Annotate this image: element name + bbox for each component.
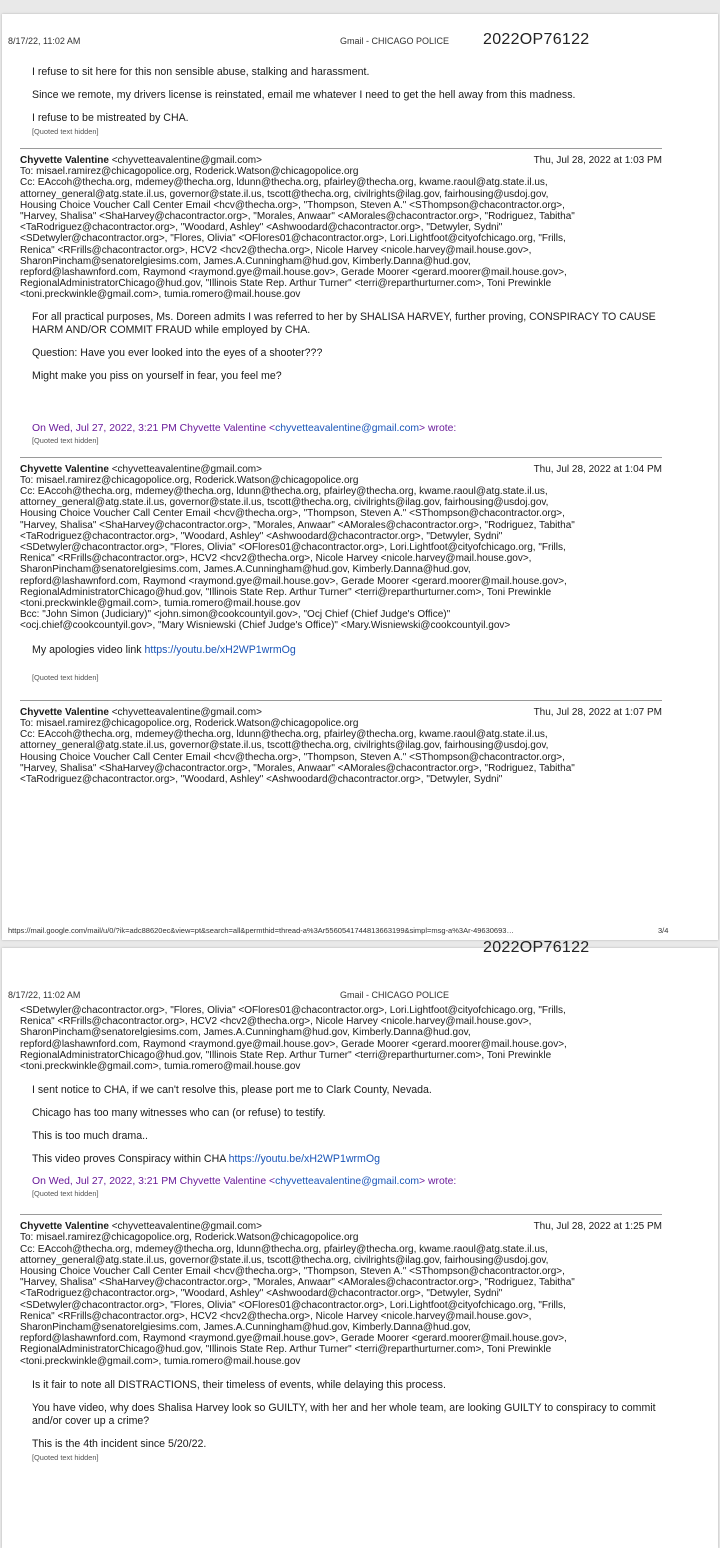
case-number-stamp: 2022OP76122 (483, 31, 590, 48)
recipient-line: Bcc: "John Simon (Judiciary)" <john.simon@cookcountyil.gov>, "Ocj Chief (Chief Judge's Office)" (20, 609, 451, 621)
sender-email[interactable]: <chyvetteavalentine@gmail.com> (111, 706, 262, 718)
print-page-2 (2, 939, 718, 1548)
body-paragraph: This is the 4th incident since 5/20/22. (32, 1437, 207, 1450)
recipient-line: Housing Choice Voucher Call Center Email <hcv@thecha.org>, "Thompson, Steven A." <SThompson@chacontractor.org>, (20, 199, 565, 211)
recipient-line: "Harvey, Shalisa" <ShaHarvey@chacontractor.org>, "Morales, Anwaar" <AMorales@chacontractor.org>, "Rodriguez, Tabitha" (20, 1277, 575, 1289)
intro-paragraph: Since we remote, my drivers license is reinstated, email me whatever I need to get the hell away from this madness. (32, 89, 576, 101)
thread-content (20, 1005, 662, 1474)
thread-content (20, 66, 662, 785)
recipient-line: attorney_general@atg.state.il.us, governor@state.il.us, tscott@thecha.org, civilrights@ilag.gov, fairhousing@usdoj.gov, (20, 1254, 549, 1266)
recipient-line: attorney_general@atg.state.il.us, governor@state.il.us, tscott@thecha.org, civilrights@ilag.gov, fairhousing@usdoj.gov, (20, 497, 549, 509)
from-row (20, 464, 662, 475)
sender-email[interactable]: <chyvetteavalentine@gmail.com> (111, 155, 262, 166)
recipient-line: <TaRodriguez@chacontractor.org>, "Woodard, Ashley" <Ashwoodard@chacontractor.org>, "Detwyler, Sydni" (20, 1288, 503, 1300)
case-number-stamp: 2022OP76122 (483, 939, 590, 956)
print-title: Gmail - CHICAGO POLICE (340, 990, 450, 1000)
recipient-line: <toni.preckwinkle@gmail.com>, tumia.romero@mail.house.gov (20, 289, 301, 301)
recipient-line: repford@lashawnford.com, Raymond <raymond.gye@mail.house.gov>, Gerade Moorer <gerard.moorer@mail.house.gov>, (20, 1038, 567, 1050)
message-body (20, 311, 662, 383)
recipient-line: To: misael.ramirez@chicagopolice.org, Roderick.Watson@chicagopolice.org (20, 166, 359, 178)
recipient-line: <TaRodriguez@chacontractor.org>, "Woodard, Ashley" <Ashwoodard@chacontractor.org>, "Detwyler, Sydni" (20, 773, 503, 785)
recipient-line: Housing Choice Voucher Call Center Email <hcv@thecha.org>, "Thompson, Steven A." <SThompson@chacontractor.org>, (20, 508, 565, 520)
recipient-line: Renica" <RFrills@chacontractor.org>, HCV2 <hcv2@thecha.org>, Nicole Harvey <nicole.harvey@mail.house.gov>, (20, 1310, 532, 1322)
sender-name: Chyvette Valentine (20, 155, 109, 166)
body-paragraph: I sent notice to CHA, if we can't resolve this, please port me to Clark County, Nevada. (32, 1084, 432, 1097)
recipient-line: attorney_general@atg.state.il.us, governor@state.il.us, tscott@thecha.org, civilrights@ilag.gov, fairhousing@usdoj.gov, (20, 740, 549, 752)
recipient-line: <TaRodriguez@chacontractor.org>, "Woodard, Ashley" <Ashwoodard@chacontractor.org>, "Detwyler, Sydni" (20, 222, 503, 234)
recipient-lines-continued (20, 1005, 662, 1072)
message-date: Thu, Jul 28, 2022 at 1:25 PM (533, 1221, 662, 1233)
recipient-line: Cc: EAccoh@thecha.org, mdemey@thecha.org, ldunn@thecha.org, pfairley@thecha.org, kwame.raoul@atg.state.il.us, (20, 486, 548, 498)
body-paragraph: Might make you piss on yourself in fear, you feel me? (32, 369, 282, 382)
quoted-attribution (20, 423, 662, 434)
recipient-line: <SDetwyler@chacontractor.org>, "Flores, Olivia" <OFlores01@chacontractor.org>, Lori.Lightfoot@cityofchicago.org, "Frills, (20, 542, 566, 554)
message-date: Thu, Jul 28, 2022 at 1:03 PM (533, 155, 662, 166)
recipient-lines (20, 718, 662, 785)
intro-body (20, 66, 662, 125)
recipient-line: <TaRodriguez@chacontractor.org>, "Woodard, Ashley" <Ashwoodard@chacontractor.org>, "Detwyler, Sydni" (20, 530, 503, 542)
recipient-lines (20, 1232, 662, 1366)
recipient-line: Cc: EAccoh@thecha.org, mdemey@thecha.org, ldunn@thecha.org, pfairley@thecha.org, kwame.raoul@atg.state.il.us, (20, 729, 548, 741)
print-title: Gmail - CHICAGO POLICE (340, 36, 450, 46)
message-divider (20, 700, 662, 701)
from-row (20, 155, 662, 166)
recipient-line: To: misael.ramirez@chicagopolice.org, Roderick.Watson@chicagopolice.org (20, 1232, 359, 1244)
sender-name: Chyvette Valentine (20, 706, 109, 718)
recipient-line: attorney_general@atg.state.il.us, governor@state.il.us, tscott@thecha.org, civilrights@ilag.gov, fairhousing@usdoj.gov, (20, 188, 549, 200)
recipient-line: <ocj.chief@cookcountyil.gov>, "Mary Wisniewski (Chief Judge's Office)" <Mary.Wisniewski@cookcountyil.gov> (20, 620, 511, 632)
sender-email[interactable]: <chyvetteavalentine@gmail.com> (111, 1221, 262, 1233)
attribution-email-link[interactable]: chyvetteavalentine@gmail.com (275, 422, 420, 434)
quoted-text-hidden[interactable]: [Quoted text hidden] (32, 435, 99, 445)
recipient-line: RegionalAdministratorChicago@hud.gov, "Illinois State Rep. Arthur Turner" <terri@reparthurturner.com>, Toni Prewinkle (20, 1049, 552, 1061)
youtube-link[interactable]: https://youtu.be/xH2WP1wrmOg (144, 643, 296, 656)
recipient-line: <SDetwyler@chacontractor.org>, "Flores, Olivia" <OFlores01@chacontractor.org>, Lori.Lightfoot@cityofchicago.org, "Frills, (20, 233, 566, 245)
quoted-attribution (20, 1176, 662, 1187)
recipient-line: "Harvey, Shalisa" <ShaHarvey@chacontractor.org>, "Morales, Anwaar" <AMorales@chacontractor.org>, "Rodriguez, Tabitha" (20, 211, 575, 223)
print-timestamp: 8/17/22, 11:02 AM (8, 990, 81, 1000)
sender-email[interactable]: <chyvetteavalentine@gmail.com> (111, 463, 262, 475)
message-body (20, 644, 662, 657)
sender-name: Chyvette Valentine (20, 1221, 109, 1233)
recipient-line: <toni.preckwinkle@gmail.com>, tumia.romero@mail.house.gov (20, 1355, 301, 1367)
recipient-line: SharonPincham@senatorelgiesims.com, James.A.Cunningham@hud.gov, Kimberly.Danna@hud.gov, (20, 564, 471, 576)
recipient-line: Cc: EAccoh@thecha.org, mdemey@thecha.org, ldunn@thecha.org, pfairley@thecha.org, kwame.raoul@atg.state.il.us, (20, 177, 548, 189)
body-paragraph (32, 644, 662, 657)
message-header (20, 464, 662, 632)
quoted-text-hidden[interactable]: [Quoted text hidden] (32, 127, 99, 136)
body-paragraph (32, 1153, 662, 1166)
quoted-text-hidden[interactable]: [Quoted text hidden] (32, 672, 99, 682)
body-paragraph: For all practical purposes, Ms. Doreen admits I was referred to her by SHALISA HARVEY, further proving, CONSPIRACY TO CAUSE HARM AND/OR COMMIT FRAUD while employed by CHA. (32, 310, 656, 336)
body-paragraph: Chicago has too many witnesses who can (or refuse) to testify. (32, 1107, 326, 1120)
recipient-line: <SDetwyler@chacontractor.org>, "Flores, Olivia" <OFlores01@chacontractor.org>, Lori.Lightfoot@cityofchicago.org, "Frills, (20, 1299, 566, 1311)
recipient-line: Housing Choice Voucher Call Center Email <hcv@thecha.org>, "Thompson, Steven A." <SThompson@chacontractor.org>, (20, 1266, 565, 1278)
body-paragraph: Is it fair to note all DISTRACTIONS, their timeless of events, while delaying this process. (32, 1378, 446, 1391)
intro-paragraph: I refuse to be mistreated by CHA. (32, 112, 189, 124)
print-footer-url: https://mail.google.com/mail/u/0/?ik=adc88620ec&view=pt&search=all&permthid=thread-a%3Ar5560541744813663199&simpl=msg-a%3Ar-49630693… (8, 926, 514, 935)
youtube-link[interactable]: https://youtu.be/xH2WP1wrmOg (228, 1153, 380, 1166)
message-divider (20, 148, 662, 149)
recipient-line: Renica" <RFrills@chacontractor.org>, HCV2 <hcv2@thecha.org>, Nicole Harvey <nicole.harvey@mail.house.gov>, (20, 244, 532, 256)
message-date: Thu, Jul 28, 2022 at 1:04 PM (533, 463, 662, 475)
recipient-line: RegionalAdministratorChicago@hud.gov, "Illinois State Rep. Arthur Turner" <terri@reparthurturner.com>, Toni Prewinkle (20, 1344, 552, 1356)
recipient-line: <SDetwyler@chacontractor.org>, "Flores, Olivia" <OFlores01@chacontractor.org>, Lori.Lightfoot@cityofchicago.org, "Frills, (20, 1005, 566, 1016)
recipient-line: Cc: EAccoh@thecha.org, mdemey@thecha.org, ldunn@thecha.org, pfairley@thecha.org, kwame.raoul@atg.state.il.us, (20, 1243, 548, 1255)
message-body (20, 1379, 662, 1451)
recipient-line: <toni.preckwinkle@gmail.com>, tumia.romero@mail.house.gov (20, 1061, 301, 1073)
attribution-suffix: > wrote: (419, 422, 457, 434)
from-row (20, 707, 662, 718)
recipient-lines (20, 166, 662, 300)
recipient-line: <toni.preckwinkle@gmail.com>, tumia.romero@mail.house.gov (20, 598, 301, 610)
body-paragraph: Question: Have you ever looked into the eyes of a shooter??? (32, 346, 323, 359)
message-divider (20, 457, 662, 458)
attribution-suffix: > wrote: (419, 1176, 457, 1188)
recipient-line: SharonPincham@senatorelgiesims.com, James.A.Cunningham@hud.gov, Kimberly.Danna@hud.gov, (20, 1027, 471, 1039)
message-divider (20, 1214, 662, 1215)
recipient-line: "Harvey, Shalisa" <ShaHarvey@chacontractor.org>, "Morales, Anwaar" <AMorales@chacontractor.org>, "Rodriguez, Tabitha" (20, 519, 575, 531)
sender-name: Chyvette Valentine (20, 463, 109, 475)
print-timestamp: 8/17/22, 11:02 AM (8, 36, 81, 46)
message-header (20, 1221, 662, 1367)
intro-paragraph: I refuse to sit here for this non sensible abuse, stalking and harassment. (32, 66, 370, 78)
recipient-line: repford@lashawnford.com, Raymond <raymond.gye@mail.house.gov>, Gerade Moorer <gerard.moorer@mail.house.gov>, (20, 267, 567, 279)
print-page-1 (2, 14, 718, 940)
recipient-line: RegionalAdministratorChicago@hud.gov, "Illinois State Rep. Arthur Turner" <terri@reparthurturner.com>, Toni Prewinkle (20, 278, 552, 290)
body-text: My apologies video link (32, 643, 145, 656)
message-header (20, 155, 662, 301)
recipient-line: repford@lashawnford.com, Raymond <raymond.gye@mail.house.gov>, Gerade Moorer <gerard.moorer@mail.house.gov>, (20, 575, 567, 587)
recipient-line: Housing Choice Voucher Call Center Email <hcv@thecha.org>, "Thompson, Steven A." <SThompson@chacontractor.org>, (20, 751, 565, 763)
recipient-lines (20, 475, 662, 632)
recipient-line: SharonPincham@senatorelgiesims.com, James.A.Cunningham@hud.gov, Kimberly.Danna@hud.gov, (20, 1322, 471, 1334)
message-body (20, 1084, 662, 1166)
attribution-email-link[interactable]: chyvetteavalentine@gmail.com (275, 1176, 420, 1188)
body-paragraph: This is too much drama.. (32, 1130, 148, 1143)
message-header (20, 707, 662, 785)
recipient-line: SharonPincham@senatorelgiesims.com, James.A.Cunningham@hud.gov, Kimberly.Danna@hud.gov, (20, 255, 471, 267)
recipient-line: "Harvey, Shalisa" <ShaHarvey@chacontractor.org>, "Morales, Anwaar" <AMorales@chacontractor.org>, "Rodriguez, Tabitha" (20, 762, 575, 774)
recipient-line: Renica" <RFrills@chacontractor.org>, HCV2 <hcv2@thecha.org>, Nicole Harvey <nicole.harvey@mail.house.gov>, (20, 553, 532, 565)
recipient-line: To: misael.ramirez@chicagopolice.org, Roderick.Watson@chicagopolice.org (20, 717, 359, 729)
body-text: This video proves Conspiracy within CHA (32, 1153, 229, 1166)
attribution-text: On Wed, Jul 27, 2022, 3:21 PM Chyvette Valentine < (32, 1176, 276, 1188)
recipient-line: To: misael.ramirez@chicagopolice.org, Roderick.Watson@chicagopolice.org (20, 474, 359, 486)
attribution-text: On Wed, Jul 27, 2022, 3:21 PM Chyvette Valentine < (32, 422, 276, 434)
from-row (20, 1221, 662, 1232)
message-date: Thu, Jul 28, 2022 at 1:07 PM (533, 706, 662, 718)
recipient-line: repford@lashawnford.com, Raymond <raymond.gye@mail.house.gov>, Gerade Moorer <gerard.moorer@mail.house.gov>, (20, 1333, 567, 1345)
quoted-text-hidden[interactable]: [Quoted text hidden] (32, 1452, 99, 1462)
body-paragraph: You have video, why does Shalisa Harvey look so GUILTY, with her and her whole team, are looking GUILTY to conspiracy to commit and/or cover up a crime? (32, 1401, 656, 1427)
quoted-text-hidden[interactable]: [Quoted text hidden] (32, 1189, 99, 1199)
recipient-line: RegionalAdministratorChicago@hud.gov, "Illinois State Rep. Arthur Turner" <terri@reparthurturner.com>, Toni Prewinkle (20, 586, 552, 598)
recipient-line: Renica" <RFrills@chacontractor.org>, HCV2 <hcv2@thecha.org>, Nicole Harvey <nicole.harvey@mail.house.gov>, (20, 1016, 532, 1028)
print-page-number: 3/4 (658, 926, 669, 935)
